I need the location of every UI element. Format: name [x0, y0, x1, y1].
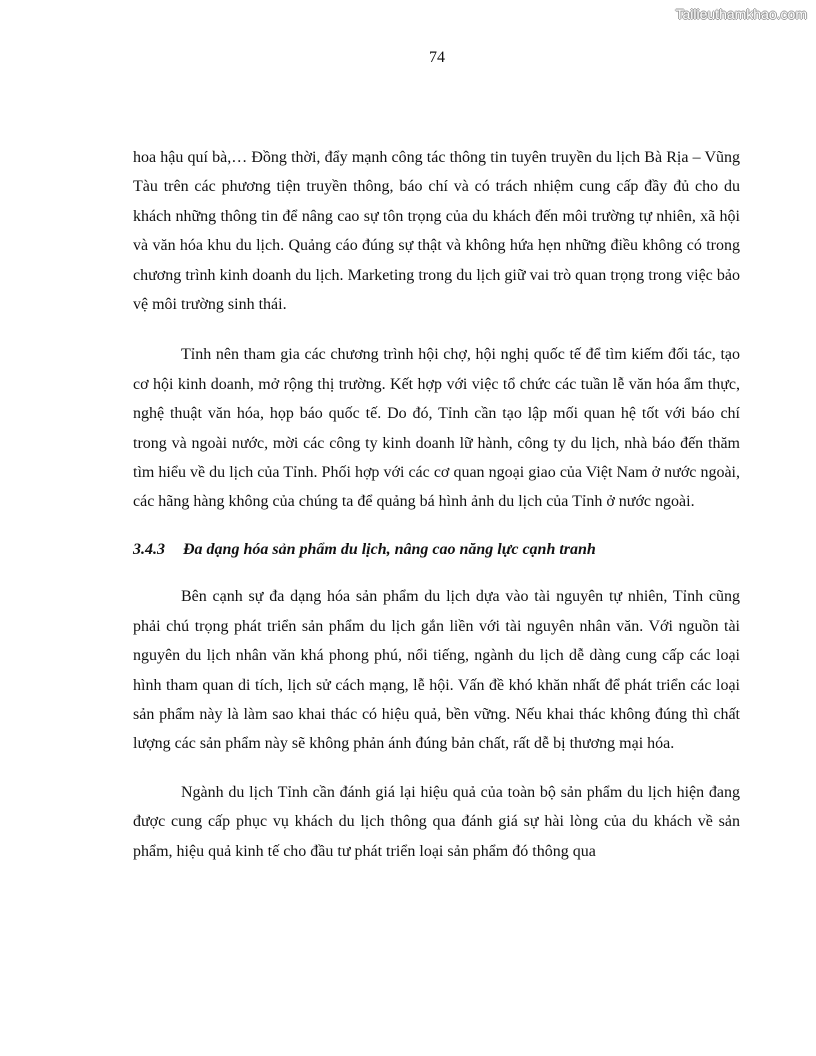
watermark: Tailieuthamkhao.com — [675, 6, 807, 22]
paragraph-1: hoa hậu quí bà,… Đồng thời, đẩy mạnh công tác thông tin tuyên truyền du lịch Bà Rịa – Vũng Tàu trên các phương tiện truyền thông, báo chí và có trách nhiệm cung cấp đầy đủ cho du khách những thông tin để nâng cao sự tôn trọng của du khách đến môi trường tự nhiên, xã hội và văn hóa khu du lịch. Quảng cáo đúng sự thật và không hứa hẹn những điều không có trong chương trình kinh doanh du lịch. Marketing trong du lịch giữ vai trò quan trọng trong việc bảo vệ môi trường sinh thái. — [133, 149, 740, 314]
section-heading — [133, 535, 740, 564]
section-number: 3.4.3 — [133, 540, 165, 558]
page-body — [133, 143, 740, 866]
paragraph-4: Ngành du lịch Tỉnh cần đánh giá lại hiệu quả của toàn bộ sản phẩm du lịch hiện đang được cung cấp phục vụ khách du lịch thông qua đánh giá sự hài lòng của du khách về sản phẩm, hiệu quả kinh tế cho đầu tư phát triển loại sản phẩm đó thông qua — [133, 783, 740, 860]
paragraph-3: Bên cạnh sự đa dạng hóa sản phẩm du lịch dựa vào tài nguyên tự nhiên, Tỉnh cũng phải chú trọng phát triển sản phẩm du lịch gắn liền với tài nguyên nhân văn. Với nguồn tài nguyên du lịch nhân văn khá phong phú, nổi tiếng, ngành du lịch dễ dàng cung cấp các loại hình tham quan di tích, lịch sử cách mạng, lễ hội. Vấn đề khó khăn nhất để phát triển các loại sản phẩm này là làm sao khai thác có hiệu quả, bền vững. Nếu khai thác không đúng thì chất lượng các sản phẩm này sẽ không phản ánh đúng bản chất, rất dễ bị thương mại hóa. — [133, 588, 740, 753]
paragraph-2: Tỉnh nên tham gia các chương trình hội chợ, hội nghị quốc tế để tìm kiếm đối tác, tạo cơ hội kinh doanh, mở rộng thị trường. Kết hợp với việc tổ chức các tuần lễ văn hóa ẩm thực, nghệ thuật văn hóa, họp báo quốc tế. Do đó, Tỉnh cần tạo lập mối quan hệ tốt với báo chí trong và ngoài nước, mời các công ty kinh doanh lữ hành, công ty du lịch, nhà báo đến thăm tìm hiểu về du lịch của Tỉnh. Phối hợp với các cơ quan ngoại giao của Việt Nam ở nước ngoài, các hãng hàng không của chúng ta để quảng bá hình ảnh du lịch của Tỉnh ở nước ngoài. — [133, 346, 740, 511]
section-title: Đa dạng hóa sản phẩm du lịch, nâng cao năng lực cạnh tranh — [183, 540, 596, 558]
page-number: 74 — [429, 49, 445, 66]
